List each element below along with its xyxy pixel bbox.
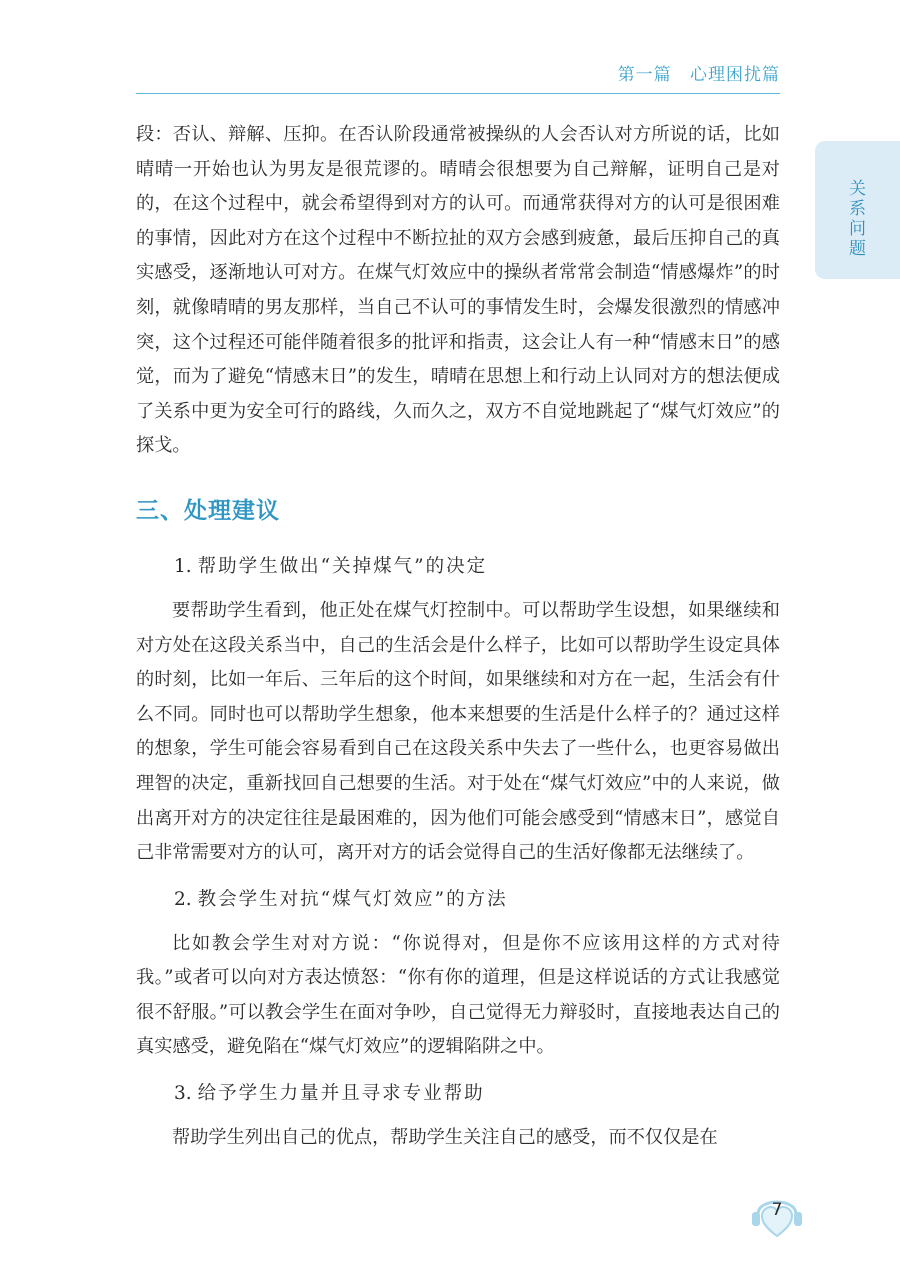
subsection-number: 3.	[174, 1083, 192, 1105]
subsection-number: 2.	[174, 888, 192, 910]
page-number-badge	[746, 1186, 808, 1240]
subsection-heading-2	[174, 883, 780, 917]
side-tab-char: 问	[849, 219, 866, 239]
section-heading: 三、处理建议	[136, 497, 280, 524]
subsection-title: 帮助学生做出“关掉煤气”的决定	[197, 555, 488, 577]
side-tab	[815, 141, 900, 279]
paragraph-2: 比如教会学生对对方说：“你说得对，但是你不应该用这样的方式对待我。”或者可以向对方表达愤怒：“你有你的道理，但是这样说话的方式让我感觉很不舒服。”可以教会学生在面对争吵，自己觉得无力辩驳时，直接地表达自己的真实感受，避免陷在“煤气灯效应”的逻辑陷阱之中。	[136, 932, 780, 1058]
subsection-number: 1.	[174, 555, 192, 577]
header-rule	[136, 93, 780, 94]
subsection-heading-1	[174, 550, 780, 584]
side-tab-char: 关	[849, 179, 866, 199]
paragraph-1: 要帮助学生看到，他正处在煤气灯控制中。可以帮助学生设想，如果继续和对方处在这段关系当中，自己的生活会是什么样子，比如可以帮助学生设定具体的时刻，比如一年后、三年后的这个时间，如果继续和对方在一起，生活会有什么不同。同时也可以帮助学生想象，他本来想要的生活是什么样子的？通过这样的想象，学生可能会容易看到自己在这段关系中失去了一些什么，也更容易做出理智的决定，重新找回自己想要的生活。对于处在“煤气灯效应”中的人来说，做出离开对方的决定往往是最困难的，因为他们可能会感受到“情感末日”，感觉自己非常需要对方的认可，离开对方的话会觉得自己的生活好像都无法继续了。	[136, 599, 780, 864]
subsection-heading-3	[174, 1077, 780, 1111]
subsection-title: 给予学生力量并且寻求专业帮助	[197, 1083, 485, 1105]
side-tab-char: 系	[849, 199, 866, 219]
paragraph-3: 帮助学生列出自己的优点，帮助学生关注自己的感受，而不仅仅是在	[172, 1127, 718, 1149]
running-header-part: 第一篇	[617, 65, 672, 85]
page-number: 7	[771, 1200, 783, 1220]
paragraph-continuation: 段：否认、辩解、压抑。在否认阶段通常被操纵的人会否认对方所说的话，比如晴晴一开始也认为男友是很荒谬的。晴晴会很想要为自己辩解，证明自己是对的，在这个过程中，就会希望得到对方的认可。而通常获得对方的认可是很困难的事情，因此对方在这个过程中不断拉扯的双方会感到疲惫，最后压抑自己的真实感受，逐渐地认可对方。在煤气灯效应中的操纵者常常会制造“情感爆炸”的时刻，就像晴晴的男友那样，当自己不认可的事情发生时，会爆发很激烈的情感冲突，这个过程还可能伴随着很多的批评和指责，这会让人有一种“情感末日”的感觉，而为了避免“情感末日”的发生，晴晴在思想上和行动上认同对方的想法便成了关系中更为安全可行的路线，久而久之，双方不自觉地跳起了“煤气灯效应”的探戈。	[136, 124, 780, 457]
running-header-title: 心理困扰篇	[690, 65, 780, 85]
side-tab-char: 题	[849, 239, 866, 259]
subsection-title: 教会学生对抗“煤气灯效应”的方法	[197, 888, 508, 910]
running-header	[618, 60, 780, 85]
page-content	[136, 118, 780, 1156]
side-tab-label	[815, 179, 900, 259]
